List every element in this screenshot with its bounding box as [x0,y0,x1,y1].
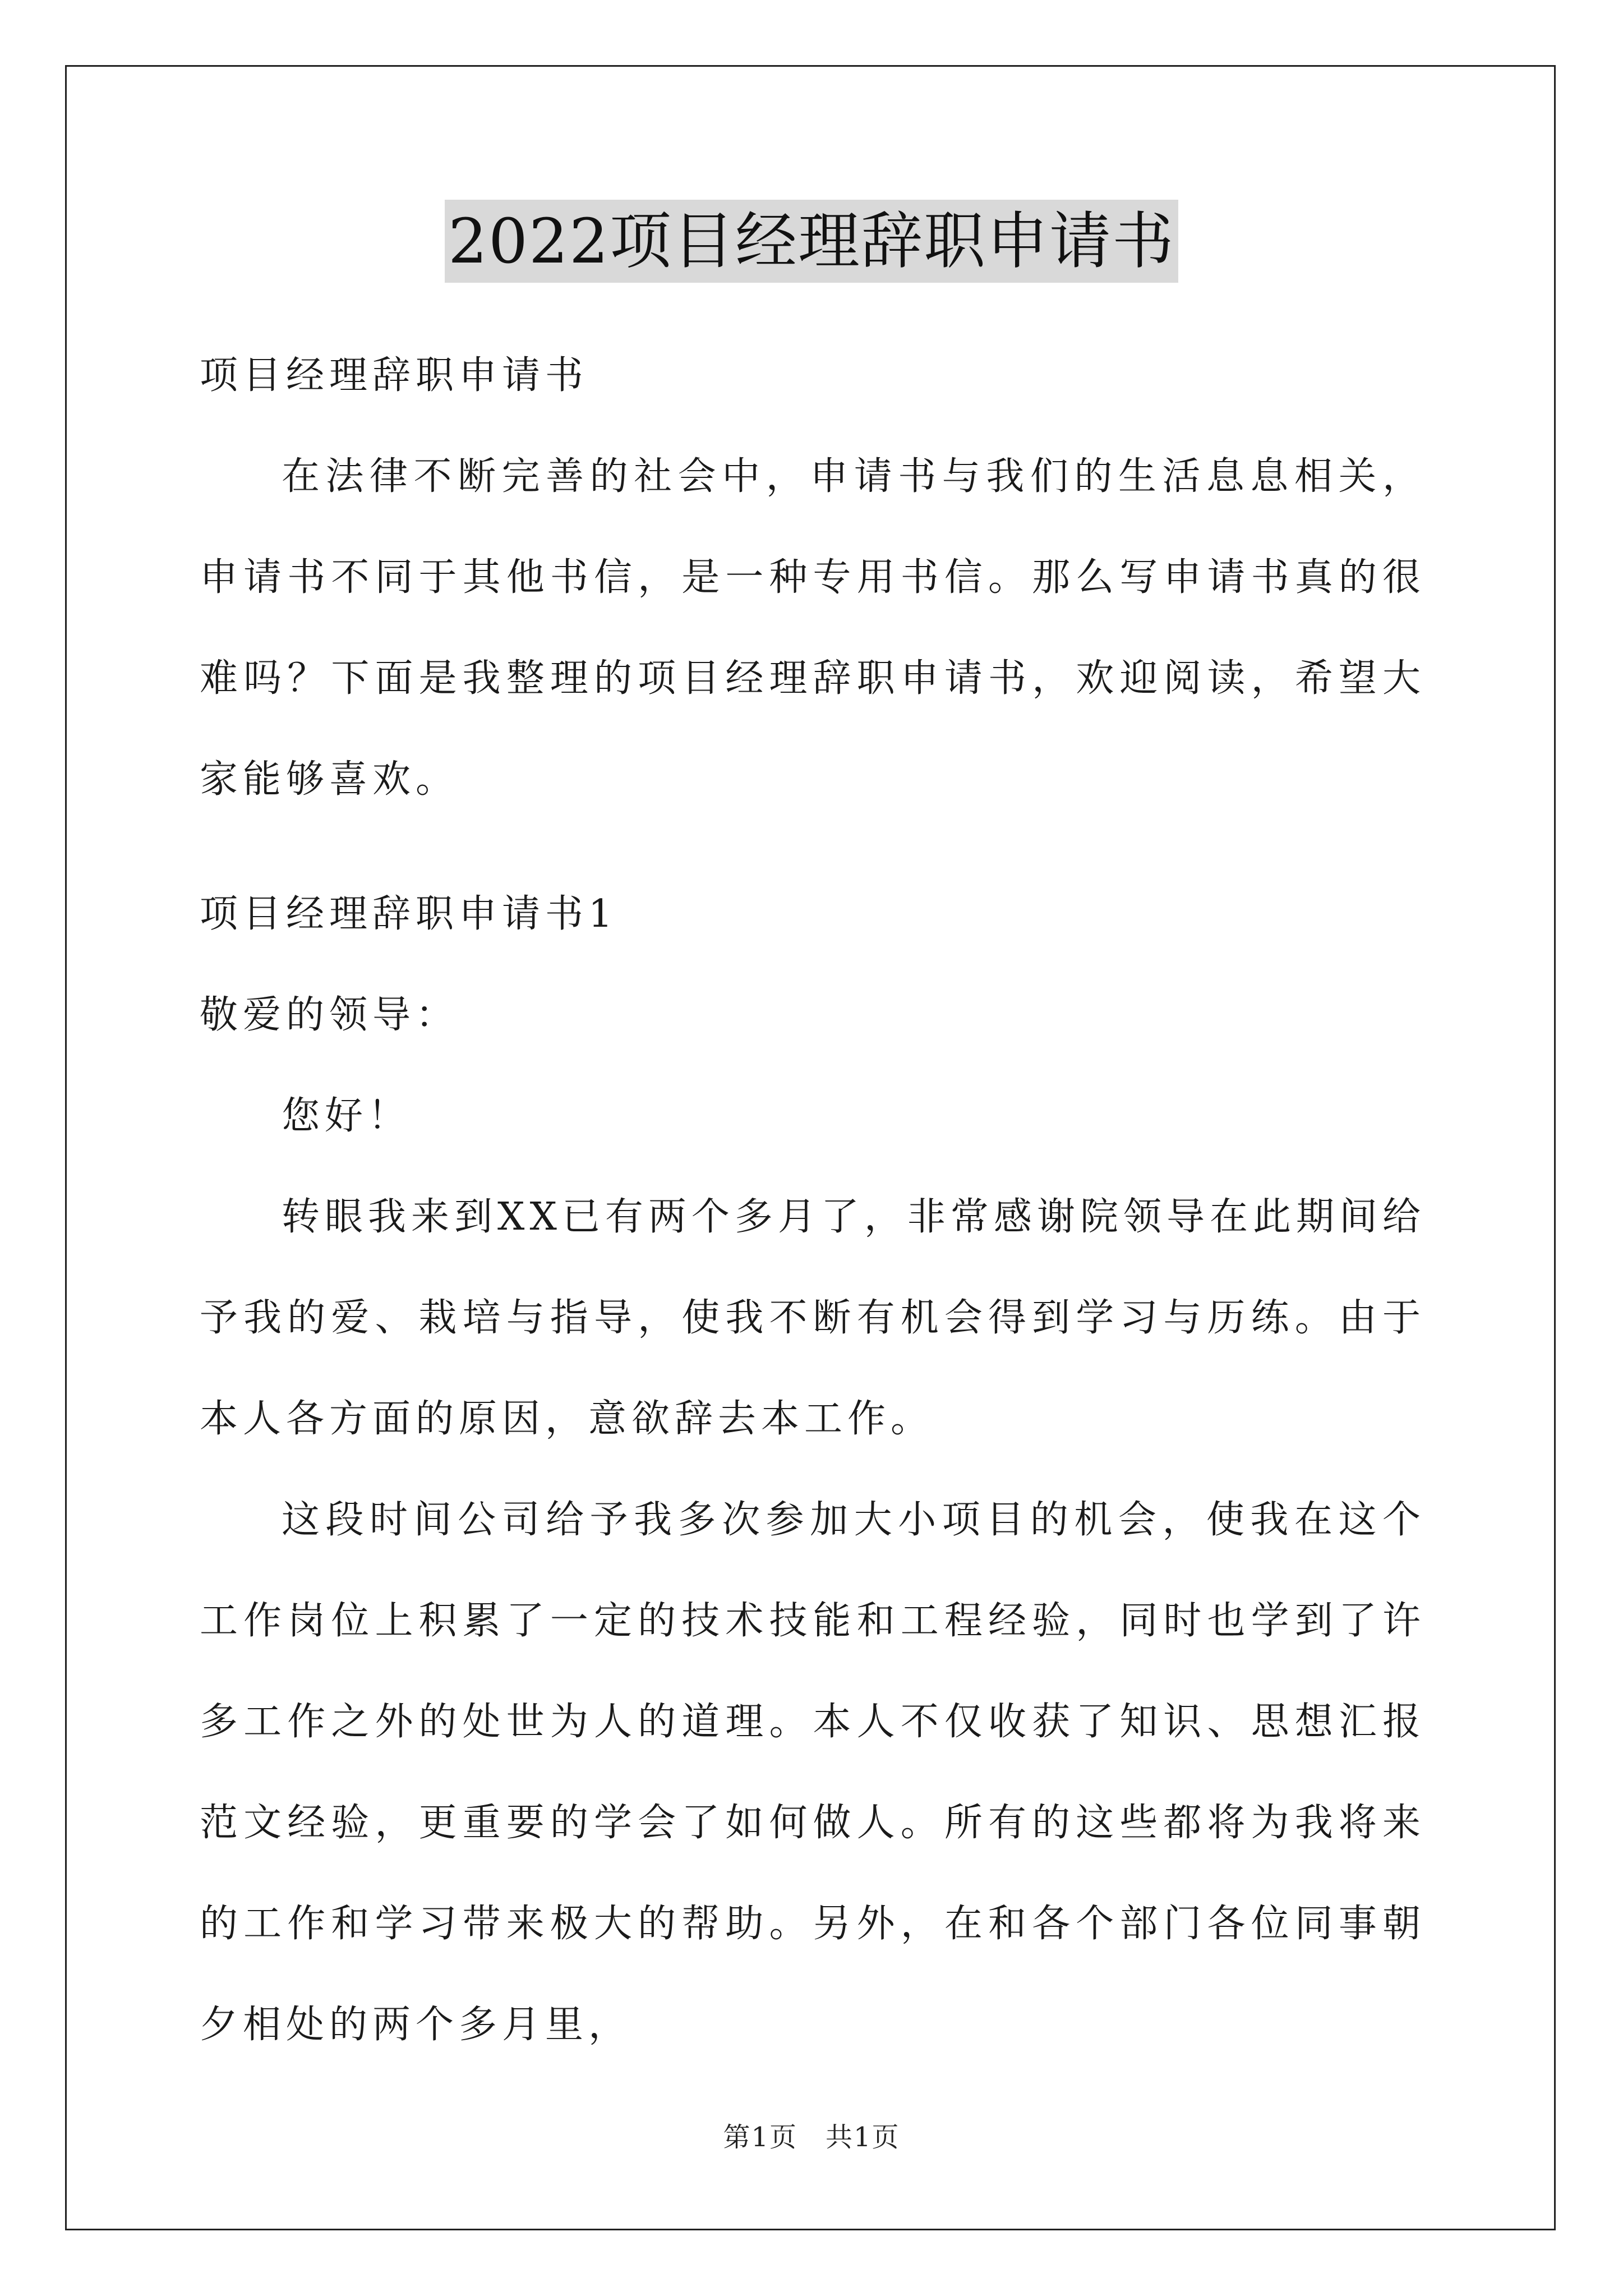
document-title: 2022项目经理辞职申请书 [445,200,1178,283]
page-footer: 第1页 共1页 [723,2122,900,2153]
title-container [0,200,1623,283]
salutation: 敬爱的领导： [200,993,459,1037]
greeting: 您好！ [282,1094,412,1138]
body-paragraph-2: 这段时间公司给予我多次参加大小项目的机会，使我在这个工作岗位上积累了一定的技术技能和工程经验，同时也学到了许多工作之外的处世为人的道理。本人不仅收获了知识、思想汇报范文经验，更重要的学会了如何做人。所有的这些都将为我将来的工作和学习带来极大的帮助。另外，在和各个部门各位同事朝夕相处的两个多月里， [200,1498,1426,2047]
intro-paragraph: 在法律不断完善的社会中，申请书与我们的生活息息相关，申请书不同于其他书信，是一种专用书信。那么写申请书真的很难吗？下面是我整理的项目经理辞职申请书，欢迎阅读，希望大家能够喜欢。 [200,454,1426,802]
document-subtitle: 项目经理辞职申请书 [200,353,589,398]
section-heading: 项目经理辞职申请书1 [200,892,618,936]
body-paragraph-1: 转眼我来到XX已有两个多月了，非常感谢院领导在此期间给予我的爱、栽培与指导，使我不断有机会得到学习与历练。由于本人各方面的原因，意欲辞去本工作。 [200,1195,1426,1441]
